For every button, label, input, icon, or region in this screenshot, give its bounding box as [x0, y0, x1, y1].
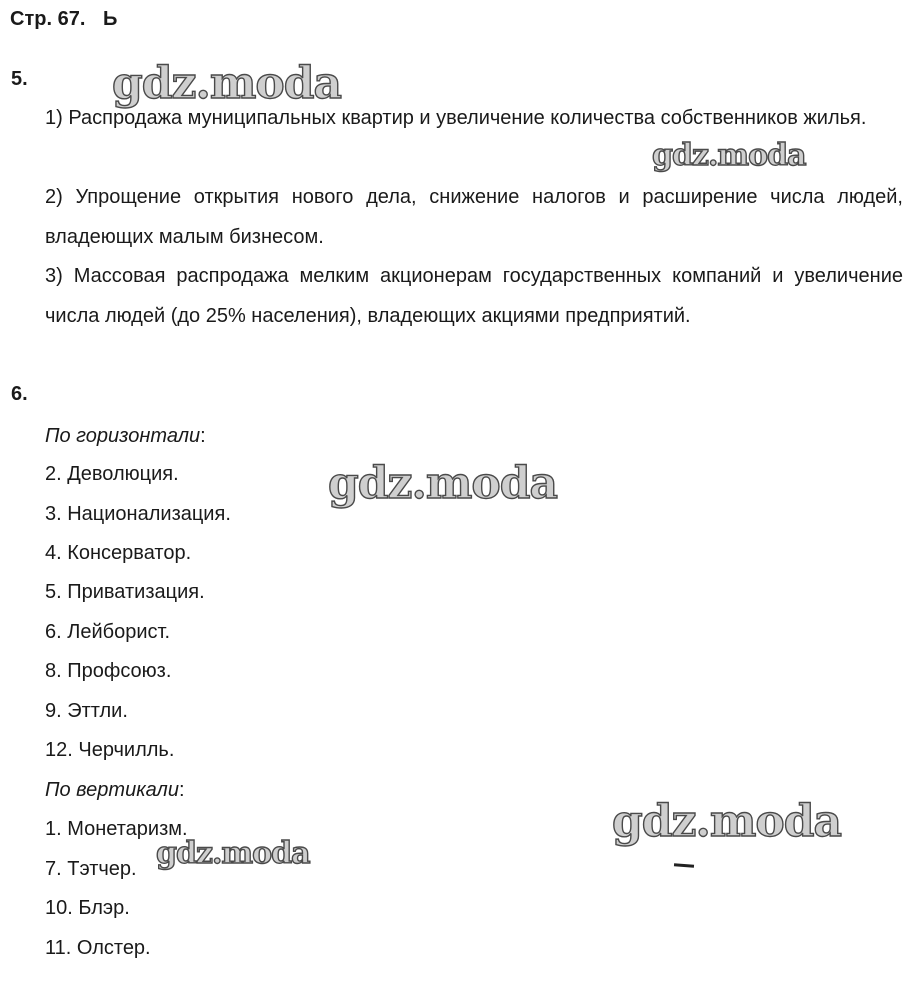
question-5-number: 5.: [11, 68, 28, 90]
horizontal-item: 3. Национализация.: [45, 503, 231, 525]
horizontal-item: 12. Черчилль.: [45, 739, 175, 761]
vertical-item: 1. Монетаризм.: [45, 818, 188, 840]
page-title: Стр. 67.: [10, 8, 86, 30]
vertical-heading: [45, 778, 185, 802]
vertical-heading-colon: :: [178, 779, 185, 801]
watermark: gdz.moda: [612, 796, 842, 847]
horizontal-heading-colon: :: [200, 425, 206, 447]
watermark: gdz.moda: [112, 58, 342, 109]
answer-5-item-3: 3) Массовая распродажа мелким акционерам государственных компаний и увеличение числа людей (до 25% населения), владеющих акциями предприятий.: [45, 265, 903, 327]
vertical-item: 7. Тэтчер.: [45, 858, 137, 880]
stray-mark: [674, 863, 694, 867]
vertical-item: 10. Блэр.: [45, 897, 130, 919]
horizontal-item: 2. Деволюция.: [45, 463, 179, 485]
vertical-item: 11. Олстер.: [45, 937, 151, 959]
header-mark: Ь: [103, 8, 118, 30]
answer-5-item-2: 2) Упрощение открытия нового дела, снижение налогов и расширение числа людей, владеющих малым бизнесом.: [45, 186, 903, 248]
answer-5-item-1: 1) Распродажа муниципальных квартир и увеличение количества собственников жилья.: [45, 107, 867, 129]
horizontal-heading: [45, 424, 206, 448]
watermark: gdz.moda: [328, 458, 558, 509]
horizontal-item: 6. Лейборист.: [45, 621, 171, 643]
question-6-number: 6.: [11, 383, 28, 405]
horizontal-item: 8. Профсоюз.: [45, 660, 172, 682]
horizontal-heading-label: По горизонтали: [45, 425, 201, 447]
horizontal-item: 4. Консерватор.: [45, 542, 192, 564]
watermark: gdz.moda: [156, 836, 310, 871]
horizontal-item: 9. Эттли.: [45, 700, 128, 722]
horizontal-item: 5. Приватизация.: [45, 581, 205, 603]
watermark: gdz.moda: [652, 138, 806, 173]
vertical-heading-label: По вертикали: [45, 779, 179, 801]
